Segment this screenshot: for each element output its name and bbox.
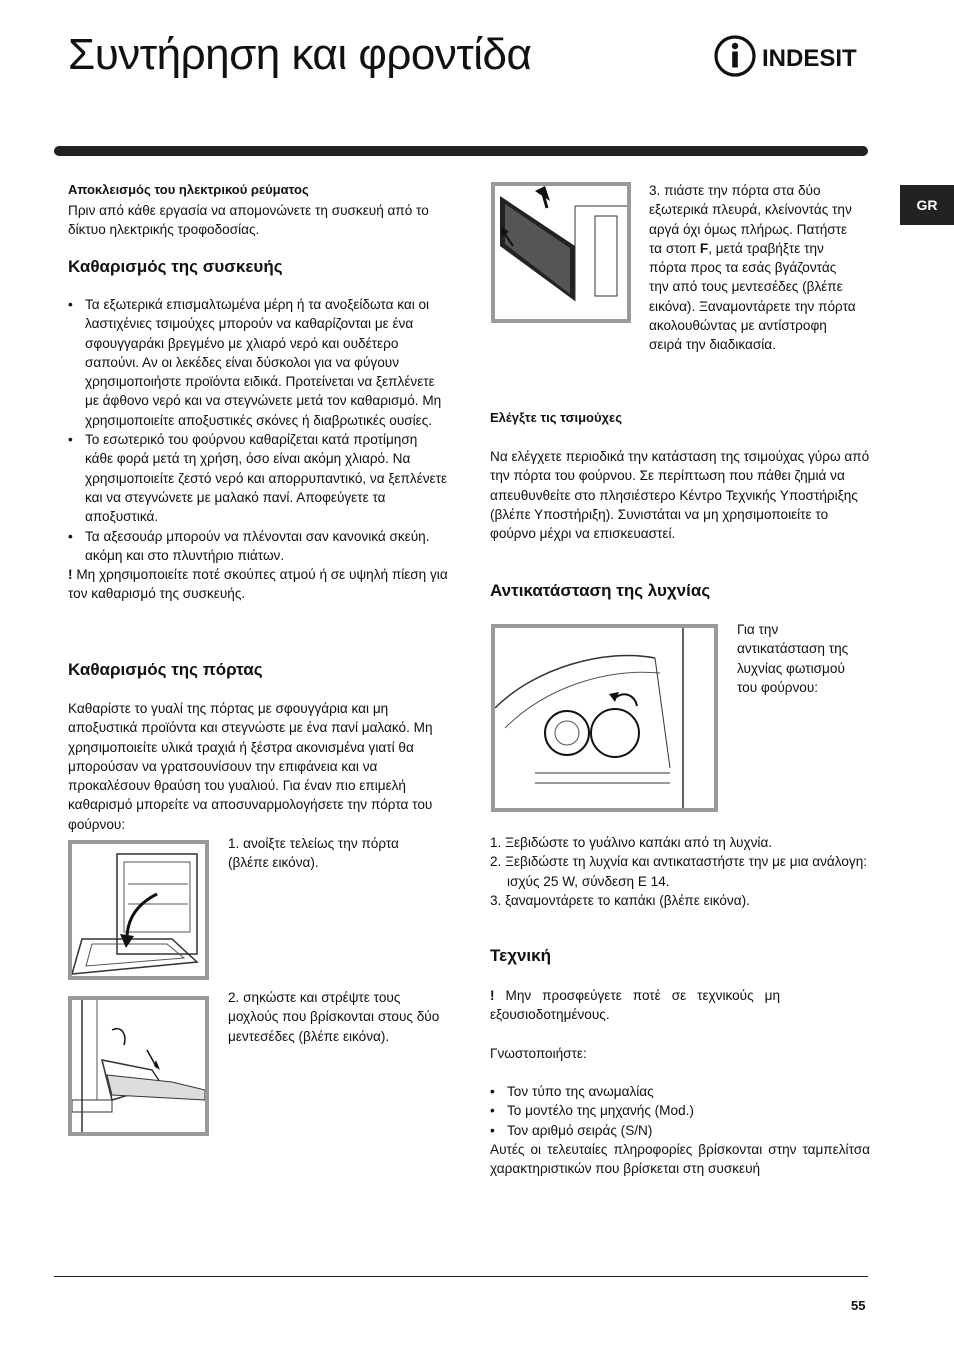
lamp-steps bbox=[490, 833, 870, 910]
step-3-body: 3. πιάστε την πόρτα στα δύο εξωτερικά πλευρά, κλείνοντάς την αργά όχι όμως πλήρως. Πατήστε τα στοπ F, μετά τραβήξτε την πόρτα προς τα εσάς βγάζοντάς την από τους μεντεσέδες (βλέπε εικόνα). Ξαναμοντάρετε την πόρτα ακολουθώντας με αντίστροφη σειρά την διαδικασία. bbox=[649, 183, 856, 353]
list-item: • Το εσωτερικό του φούρνου καθαρίζεται κατά προτίμηση κάθε φορά μετά τη χρήση, όσο είναι ακόμη χλιαρό. Να χρησιμοποιείτε ζεστό νερό και απορρυπαντικό, να ξεπλένετε και να στεγνώνετε με μαλακό πανί. Αποφεύγετε τα αποξυστικά. bbox=[68, 430, 448, 526]
list-item: • Τον τύπο της ανωμαλίας bbox=[490, 1082, 870, 1101]
list-item: 3. ξαναμοντάρετε το καπάκι (βλέπε εικόνα). bbox=[490, 892, 750, 908]
clean-bullet-list bbox=[68, 295, 448, 604]
warning-icon: ! bbox=[68, 567, 73, 583]
notify-label: Γνωστοποιήστε: bbox=[490, 1046, 587, 1061]
figure-hinge-levers bbox=[68, 996, 209, 1136]
clean-door-text: Καθαρίστε το γυαλί της πόρτας με σφουγγάρια και μη αποξυστικά προϊόντα και στεγνώστε με ένα πανί μαλακό. Μη χρησιμοποιείτε υλικά τραχιά ή ξέστρα ακονισμένα γιατί θα μπορούσαν να γρατσουνίσουν την επιφάνεια και να προκαλέσουν θραύση του γυαλιού. Για έναν πιο επιμελή καθαρισμό μπορείτε να αποσυναρμολογήσετε την πόρτα του φούρνου: bbox=[68, 701, 433, 832]
list-item: • Τον αριθμό σειράς (S/N) bbox=[490, 1121, 870, 1140]
header-rule bbox=[54, 146, 868, 156]
lamp-heading: Αντικατάσταση της λυχνίας bbox=[490, 581, 711, 600]
figure-remove-door bbox=[491, 182, 631, 323]
page-title: Συντήρηση και φροντίδα bbox=[68, 30, 532, 79]
footer-rule bbox=[54, 1276, 868, 1277]
clean-appliance-heading: Καθαρισμός της συσκευής bbox=[68, 257, 283, 276]
tech-heading: Τεχνική bbox=[490, 946, 552, 965]
language-tab: GR bbox=[900, 185, 954, 225]
list-item: 2. Ξεβιδώστε τη λυχνία και αντικαταστήστε την με μια ανάλογη: ισχύς 25 W, σύνδεση E 14. bbox=[490, 854, 868, 889]
power-text: Πριν από κάθε εργασία να απομονώνετε τη συσκευή από το δίκτυο ηλεκτρικής τροφοδοσίας. bbox=[68, 203, 429, 238]
lamp-intro: Για την αντικατάσταση της λυχνίας φωτισμού του φούρνου: bbox=[737, 622, 849, 695]
tech-warning-text: Μην προσφεύγετε ποτέ σε τεχνικούς μη εξουσιοδοτημένους. bbox=[490, 988, 781, 1023]
power-heading: Αποκλεισμός του ηλεκτρικού ρεύματος bbox=[68, 182, 309, 197]
page-number: 55 bbox=[851, 1298, 866, 1313]
clean-door-heading: Καθαρισμός της πόρτας bbox=[68, 660, 263, 679]
list-item: • Τα εξωτερικά επισμαλτωμένα μέρη ή τα ανοξείδωτα και οι λαστιχένιες τσιμούχες μπορούν να καθαρίζονται με ένα σφουγγαράκι βρεγμένο με χλιαρό νερό και ουδέτερο σαπούνι. Αν οι λεκέδες είναι δύσκολοι για να φύγουν χρησιμοποιήστε προϊόντα ειδικά. Προτείνεται να ξεπλένετε με άφθονο νερό και να στεγνώνετε μετά τον καθαρισμό. Μη χρησιμοποιείτε αποξυστικές σκόνες ή διαβρωτικές ουσίες. bbox=[68, 295, 448, 430]
brand-wordmark: INDESIT bbox=[762, 45, 857, 72]
step-3-text bbox=[649, 181, 859, 355]
brand-logo bbox=[714, 34, 874, 78]
list-item: • Το μοντέλο της μηχανής (Mod.) bbox=[490, 1101, 870, 1120]
notify-list bbox=[490, 1082, 870, 1178]
steam-warning-text: Μη χρησιμοποιείτε ποτέ σκούπες ατμού ή σε υψηλή πίεση για τον καθαρισμό της συσκευής. bbox=[68, 567, 448, 602]
figure-oven-lamp bbox=[491, 624, 718, 812]
list-item: • Τα αξεσουάρ μπορούν να πλένονται σαν κανονικά σκεύη. ακόμη και στο πλυντήριο πιάτων. bbox=[68, 527, 448, 566]
tech-warning bbox=[490, 986, 780, 1025]
step-2-text: 2. σηκώστε και στρέψτε τους μοχλούς που βρίσκονται στους δύο μεντεσέδες (βλέπε εικόνα). bbox=[228, 990, 440, 1044]
stop-f-label: F bbox=[699, 240, 709, 256]
seals-heading: Ελέγξτε τις τσιμούχες bbox=[490, 410, 622, 425]
warning-icon: ! bbox=[490, 988, 495, 1003]
seals-text: Να ελέγχετε περιοδικά την κατάσταση της τσιμούχας γύρω από την πόρτα του φούρνου. Σε περίπτωση που πάθει ζημιά να απευθυνθείτε στο πλησιέστερο Κέντρο Τεχνικής Υποστήριξης (βλέπε Υποστήριξη). Συνιστάται να μη χρησιμοποιείτε το φούρνο μέχρι να επισκευαστεί. bbox=[490, 449, 870, 542]
step-1-text: 1. ανοίξτε τελείως την πόρτα (βλέπε εικόνα). bbox=[228, 836, 399, 871]
figure-open-door bbox=[68, 840, 209, 980]
list-item: 1. Ξεβιδώστε το γυάλινο καπάκι από τη λυχνία. bbox=[490, 835, 773, 850]
notify-footer: Αυτές οι τελευταίες πληροφορίες βρίσκονται στην ταμπελίτσα χαρακτηριστικών που βρίσκεται στη συσκευή bbox=[490, 1141, 870, 1177]
steam-warning bbox=[68, 565, 448, 604]
